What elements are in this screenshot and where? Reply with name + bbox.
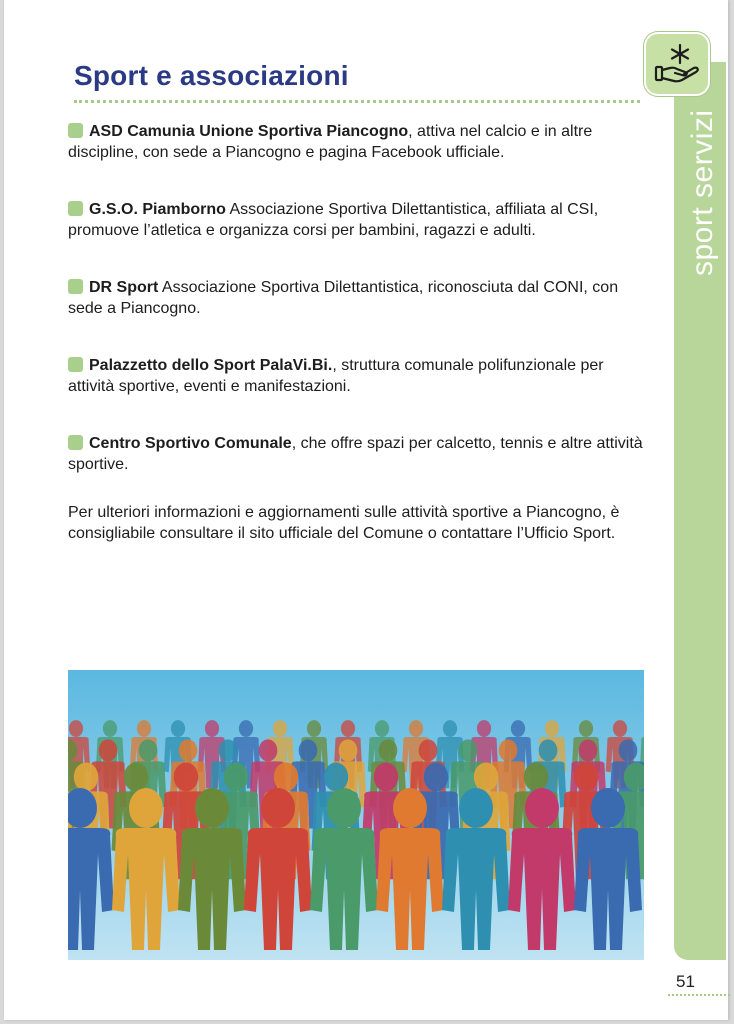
item-description: , che offre spazi per calcetto, tennis e altre attività sportive. [68, 435, 643, 473]
content-area [68, 121, 648, 560]
item-description: Associazione Sportiva Dilettantistica, affiliata al CSI, promuove l’atletica e organizza corsi per bambini, ragazzi e adulti. [68, 201, 599, 239]
item-name: Palazzetto dello Sport PalaVi.Bi. [89, 357, 333, 374]
crowd-illustration [68, 670, 644, 960]
item-name: Centro Sportivo Comunale [89, 435, 292, 452]
crowd-of-colorful-people-illustration [68, 670, 644, 960]
bullet-square [68, 279, 83, 294]
closing-paragraph: Per ulteriori informazioni e aggiornamenti sulle attività sportive a Piancogno, è consigliabile consultare il sito ufficiale del Comune o contattare l’Ufficio Sport. [68, 504, 620, 542]
section-label: sport servizi [686, 109, 719, 276]
hand-with-asterisk-icon [652, 42, 702, 86]
list-item [68, 277, 648, 319]
page-number-underline [668, 994, 730, 996]
item-name: DR Sport [89, 279, 159, 296]
item-description: , attiva nel calcio e in altre discipline, con sede a Piancogno e pagina Facebook ufficiale. [68, 123, 593, 161]
page-title: Sport e associazioni [74, 60, 349, 91]
bullet-square [68, 201, 83, 216]
page-number: 51 [676, 972, 695, 991]
item-name: ASD Camunia Unione Sportiva Piancogno [89, 123, 409, 140]
bullet-square [68, 357, 83, 372]
bullet-square [68, 435, 83, 450]
item-description: Associazione Sportiva Dilettantistica, riconosciuta dal CONI, con sede a Piancogno. [68, 279, 619, 317]
bullet-square [68, 123, 83, 138]
list-item [68, 121, 648, 163]
brochure-page [4, 0, 728, 1020]
item-description: , struttura comunale polifunzionale per attività sportive, eventi e manifestazioni. [68, 357, 604, 395]
section-badge [644, 32, 710, 96]
list-item [68, 355, 648, 397]
list-item [68, 199, 648, 241]
title-underline [74, 100, 640, 103]
list-item [68, 433, 648, 475]
item-name: G.S.O. Piamborno [89, 201, 226, 218]
